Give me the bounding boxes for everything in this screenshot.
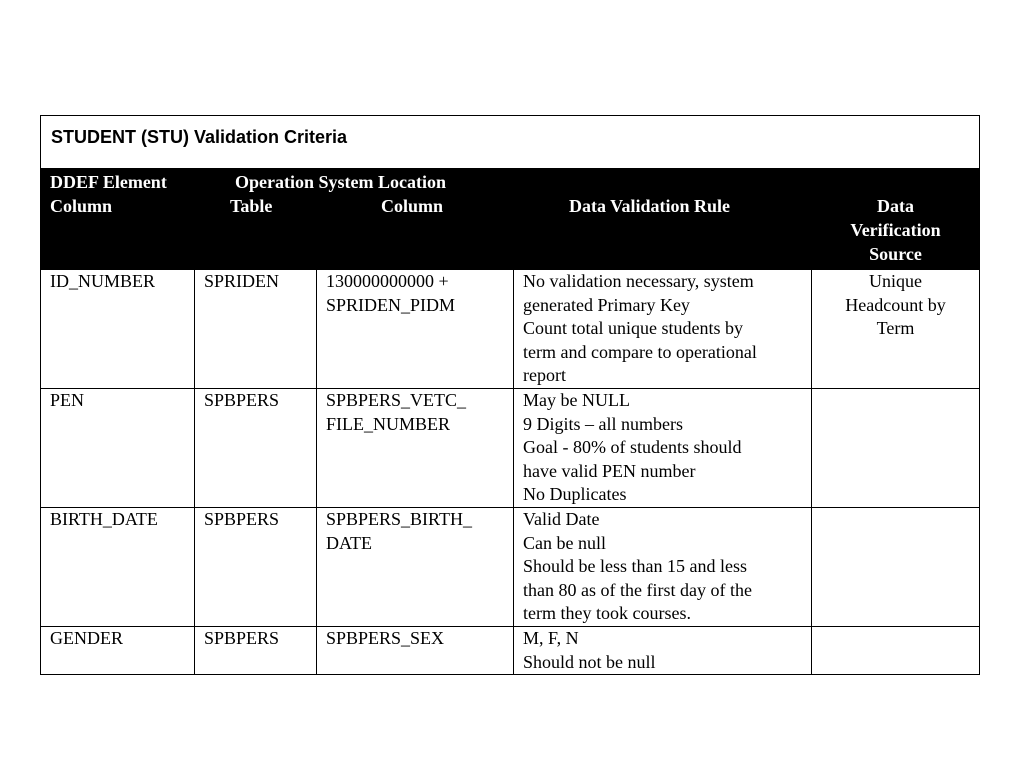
cell-source xyxy=(812,389,980,508)
cell-column: SPBPERS_SEX xyxy=(317,627,514,675)
header-ddef-line2: Column xyxy=(50,196,113,216)
header-ddef-element xyxy=(41,169,195,270)
cell-element: ID_NUMBER xyxy=(41,270,195,389)
header-ops-group: Operation System Location xyxy=(235,172,446,192)
cell-source: Unique Headcount by Term xyxy=(812,270,980,389)
header-source-line2: Verification xyxy=(850,220,941,240)
cell-rule: No validation necessary, system generated Primary Key Count total unique students by term and compare to operational report xyxy=(514,270,812,389)
cell-table: SPBPERS xyxy=(195,508,317,627)
cell-element: GENDER xyxy=(41,627,195,675)
header-ddef-line1: DDEF Element xyxy=(50,172,167,192)
table-row xyxy=(41,508,980,627)
header-row xyxy=(41,169,980,270)
cell-table: SPRIDEN xyxy=(195,270,317,389)
header-source-line1: Data xyxy=(877,196,914,216)
header-rule-label: Data Validation Rule xyxy=(569,196,731,216)
cell-column: 130000000000 + SPRIDEN_PIDM xyxy=(317,270,514,389)
header-source xyxy=(812,169,980,270)
cell-element: PEN xyxy=(41,389,195,508)
header-ops-column xyxy=(317,169,514,270)
cell-table: SPBPERS xyxy=(195,627,317,675)
cell-column: SPBPERS_BIRTH_ DATE xyxy=(317,508,514,627)
table-title: STUDENT (STU) Validation Criteria xyxy=(41,116,980,169)
cell-rule: M, F, N Should not be null xyxy=(514,627,812,675)
cell-rule: Valid Date Can be null Should be less than 15 and less than 80 as of the first day of the term they took courses. xyxy=(514,508,812,627)
table-row xyxy=(41,270,980,389)
table-row xyxy=(41,389,980,508)
header-ops-table-label: Table xyxy=(230,196,273,216)
header-ops-column-label: Column xyxy=(381,196,444,216)
cell-rule: May be NULL 9 Digits – all numbers Goal - 80% of students should have valid PEN number No Duplicates xyxy=(514,389,812,508)
header-source-line3: Source xyxy=(869,244,922,264)
cell-column: SPBPERS_VETC_ FILE_NUMBER xyxy=(317,389,514,508)
cell-table: SPBPERS xyxy=(195,389,317,508)
cell-source xyxy=(812,627,980,675)
validation-criteria-table xyxy=(40,115,980,675)
cell-source xyxy=(812,508,980,627)
title-row xyxy=(41,116,980,169)
cell-element: BIRTH_DATE xyxy=(41,508,195,627)
header-rule xyxy=(514,169,812,270)
table-row xyxy=(41,627,980,675)
